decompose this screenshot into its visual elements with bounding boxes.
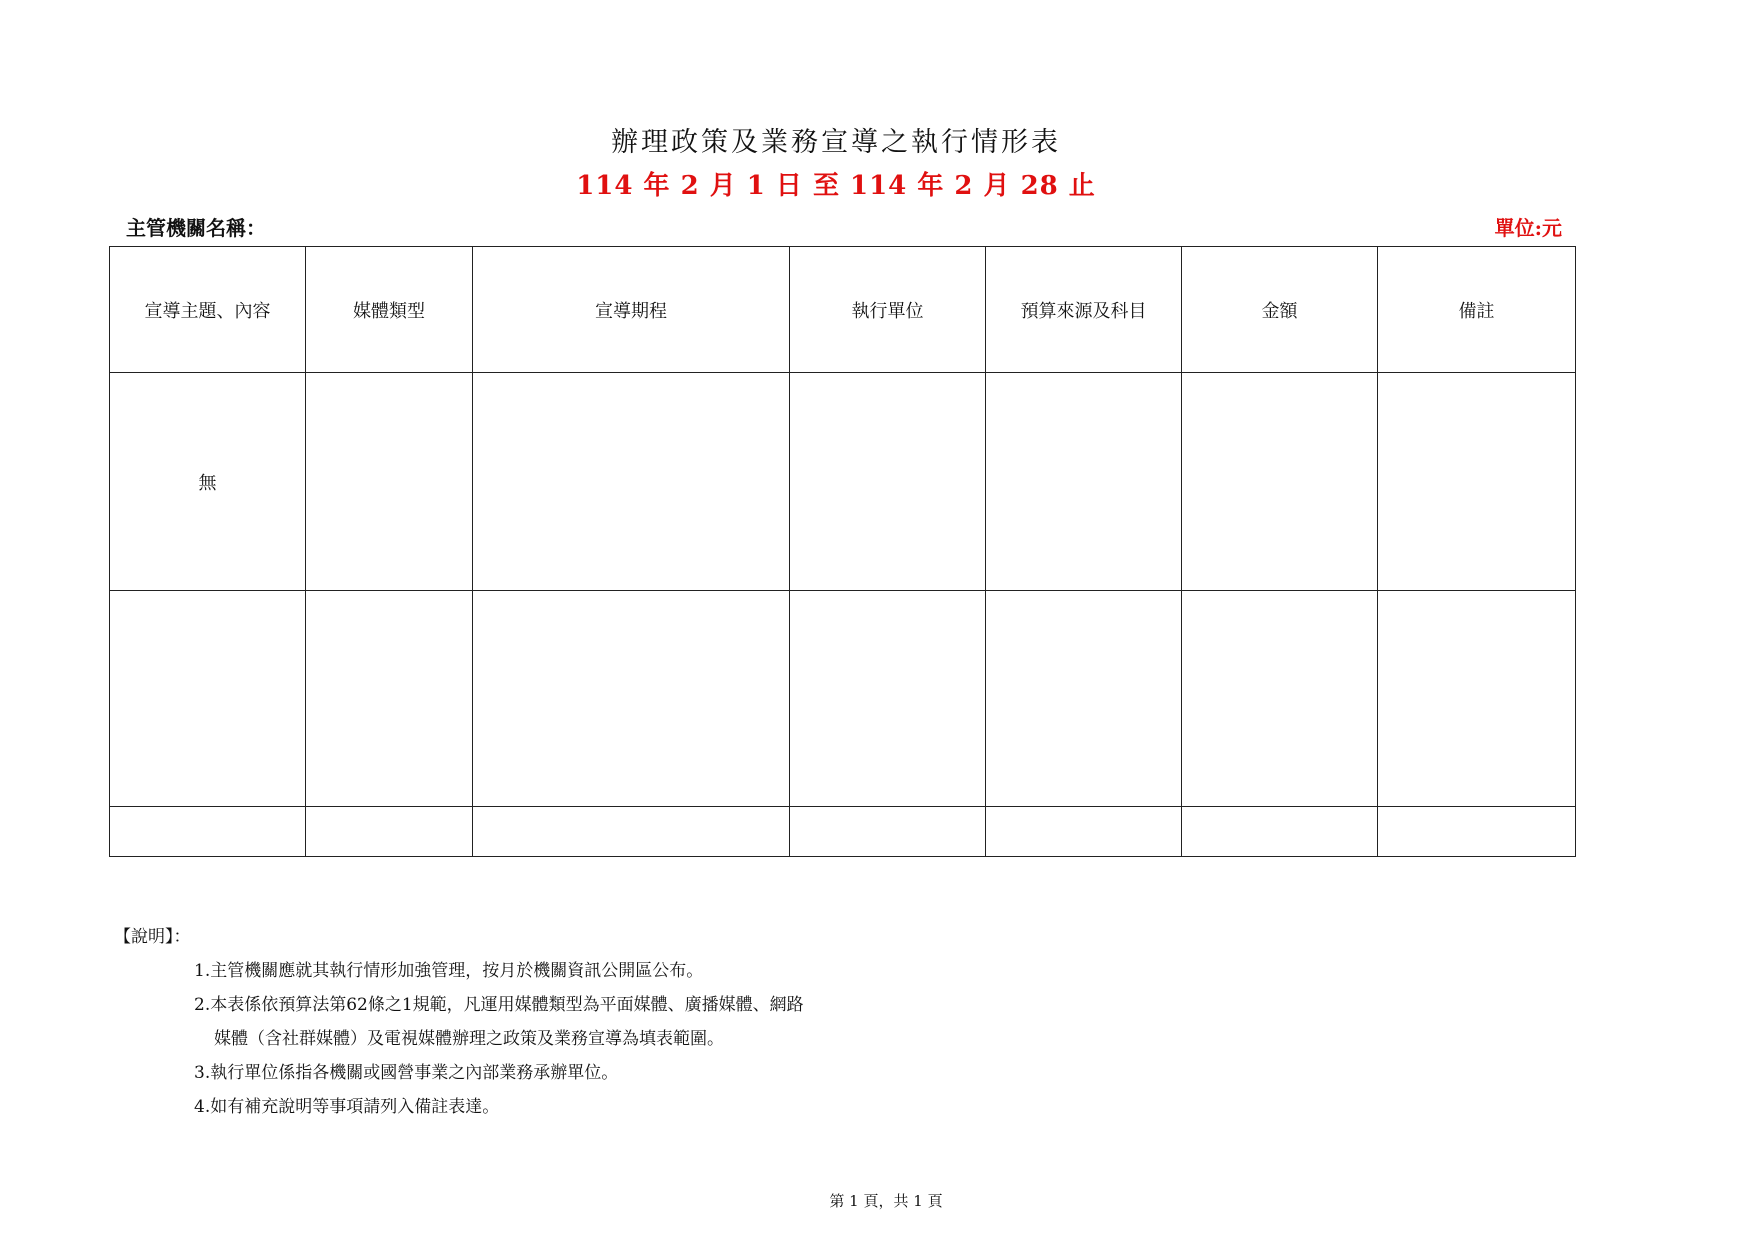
table-cell [473,591,790,807]
table-header-row [110,247,1576,373]
reporting-period: 114 年 2 月 1 日 至 114 年 2 月 28 止 [576,171,1096,201]
notes-section [114,920,804,1124]
note-item: 1.主管機關應就其執行情形加強管理，按月於機關資訊公開區公布。 [194,961,704,981]
table-cell [986,591,1182,807]
table-cell [110,591,306,807]
table-cell [1378,373,1576,591]
execution-table [109,246,1576,857]
table-cell [1182,591,1378,807]
agency-name-label: 主管機關名稱： [126,216,266,240]
table-cell [1182,373,1378,591]
table-row [110,807,1576,857]
table-cell [986,373,1182,591]
note-item-continuation: 媒體（含社群媒體）及電視媒體辦理之政策及業務宣導為填表範圍。 [214,1029,724,1049]
table-cell [306,807,473,857]
header-schedule: 宣導期程 [473,247,790,373]
table-cell [1182,807,1378,857]
page-number-footer: 第 1 頁，共 1 頁 [829,1192,943,1210]
notes-heading: 【說明】： [114,927,191,947]
currency-unit-label: 單位:元 [1494,216,1562,240]
header-executing-unit: 執行單位 [790,247,986,373]
table-cell [473,807,790,857]
table-cell [790,373,986,591]
note-item: 3.執行單位係指各機關或國營事業之內部業務承辦單位。 [194,1063,619,1083]
table-cell [790,807,986,857]
table-cell [110,807,306,857]
note-item: 2.本表係依預算法第62條之1規範，凡運用媒體類型為平面媒體、廣播媒體、網路 [194,995,804,1015]
table-cell [306,373,473,591]
header-media-type: 媒體類型 [306,247,473,373]
table-cell [306,591,473,807]
header-remarks: 備註 [1378,247,1576,373]
header-topic: 宣導主題、內容 [110,247,306,373]
table-cell: 無 [110,373,306,591]
document-title: 辦理政策及業務宣導之執行情形表 [611,127,1061,158]
note-item: 4.如有補充說明等事項請列入備註表達。 [194,1097,500,1117]
table-cell [1378,591,1576,807]
header-budget-source: 預算來源及科目 [986,247,1182,373]
header-amount: 金額 [1182,247,1378,373]
table-row [110,373,1576,591]
table-cell [473,373,790,591]
table-cell [986,807,1182,857]
table-cell [1378,807,1576,857]
table-cell [790,591,986,807]
table-row [110,591,1576,807]
